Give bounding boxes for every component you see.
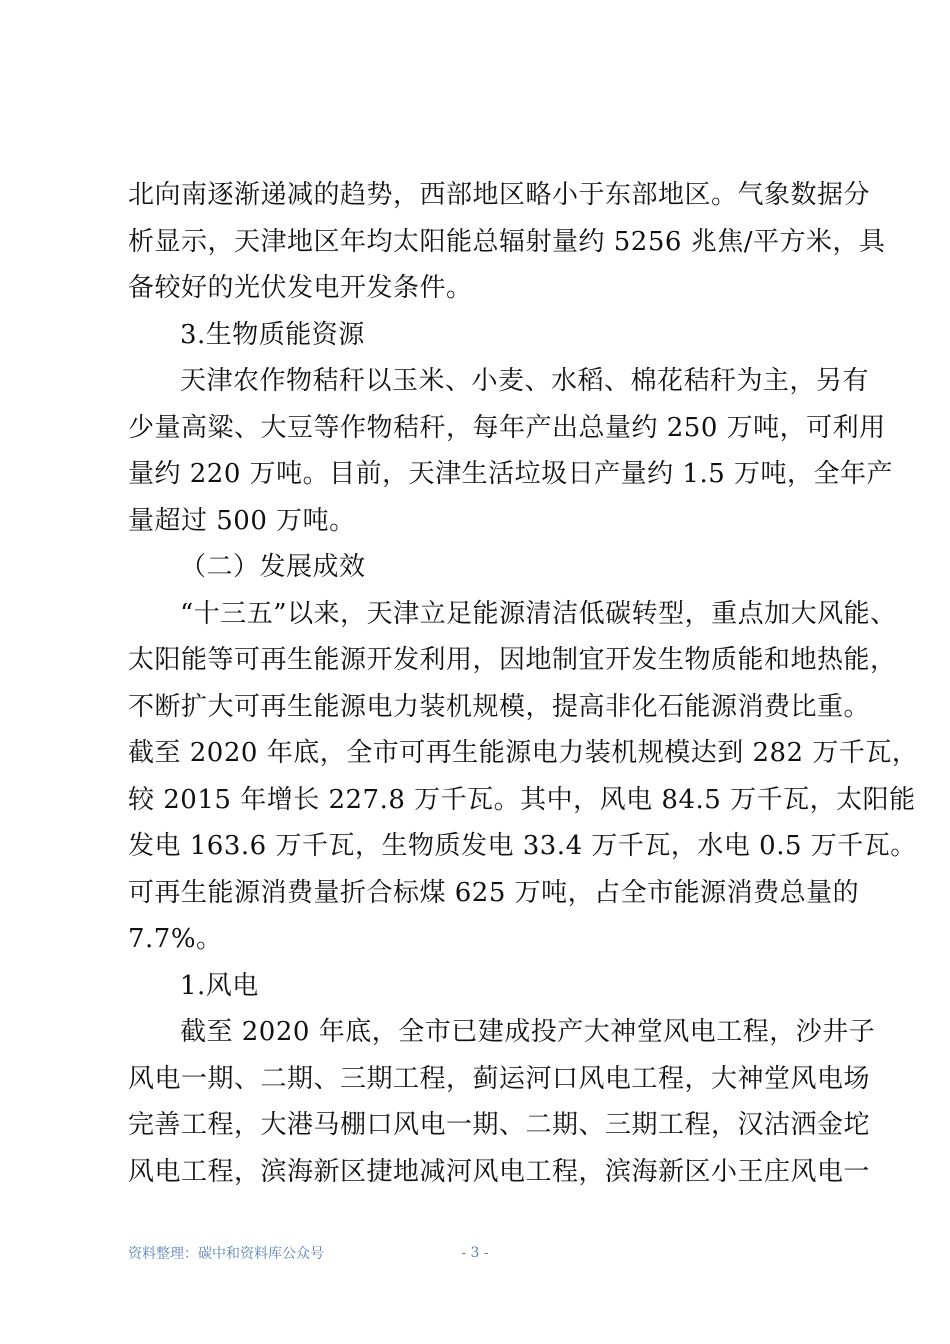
paragraph-line: 风电一期、二期、三期工程，蓟运河口风电工程，大神堂风电场: [128, 1063, 871, 1094]
page-number: - 3 -: [461, 1245, 489, 1261]
section-heading: 1.风电: [180, 970, 259, 1001]
paragraph-line: 较 2015 年增长 227.8 万千瓦。其中，风电 84.5 万千瓦，太阳能: [128, 784, 916, 815]
paragraph-line: 可再生能源消费量折合标煤 625 万吨，占全市能源消费总量的: [128, 877, 860, 908]
section-heading: 3.生物质能资源: [180, 319, 365, 350]
paragraph-line: 不断扩大可再生能源电力装机规模，提高非化石能源消费比重。: [128, 691, 871, 722]
body-text: [128, 172, 919, 1195]
paragraph-line: 量超过 500 万吨。: [128, 505, 356, 536]
paragraph-line: 析显示，天津地区年均太阳能总辐射量约 5256 兆焦/平方米，具: [128, 226, 886, 257]
paragraph-line: “十三五”以来，天津立足能源清洁低碳转型，重点加大风能、: [180, 598, 897, 629]
paragraph-line: 风电工程，滨海新区捷地减河风电工程，滨海新区小王庄风电一: [128, 1156, 871, 1187]
paragraph-line: 截至 2020 年底，全市可再生能源电力装机规模达到 282 万千瓦，: [128, 738, 919, 768]
section-heading: （二）发展成效: [180, 552, 366, 582]
paragraph-line: 北向南逐渐递减的趋势，西部地区略小于东部地区。气象数据分: [128, 180, 871, 210]
paragraph-line: 少量高粱、大豆等作物秸秆，每年产出总量约 250 万吨，可利用: [128, 412, 886, 443]
paragraph-line: 截至 2020 年底，全市已建成投产大神堂风电工程，沙井子: [180, 1017, 876, 1047]
paragraph-line: 完善工程，大港马棚口风电一期、二期、三期工程，汉沽洒金坨: [128, 1110, 871, 1140]
paragraph-line: 发电 163.6 万千瓦，生物质发电 33.4 万千瓦，水电 0.5 万千瓦。: [128, 831, 917, 861]
paragraph-line: 备较好的光伏发电开发条件。: [128, 273, 473, 303]
paragraph-line: 7.7%。: [128, 924, 223, 954]
paragraph-line: 量约 220 万吨。目前，天津生活垃圾日产量约 1.5 万吨，全年产: [128, 459, 894, 489]
footer-source: 资料整理：碳中和资料库公众号: [128, 1246, 324, 1262]
paragraph-line: 太阳能等可再生能源开发利用，因地制宜开发生物质能和地热能，: [128, 645, 897, 675]
paragraph-line: 天津农作物秸秆以玉米、小麦、水稻、棉花秸秆为主，另有: [180, 366, 870, 396]
